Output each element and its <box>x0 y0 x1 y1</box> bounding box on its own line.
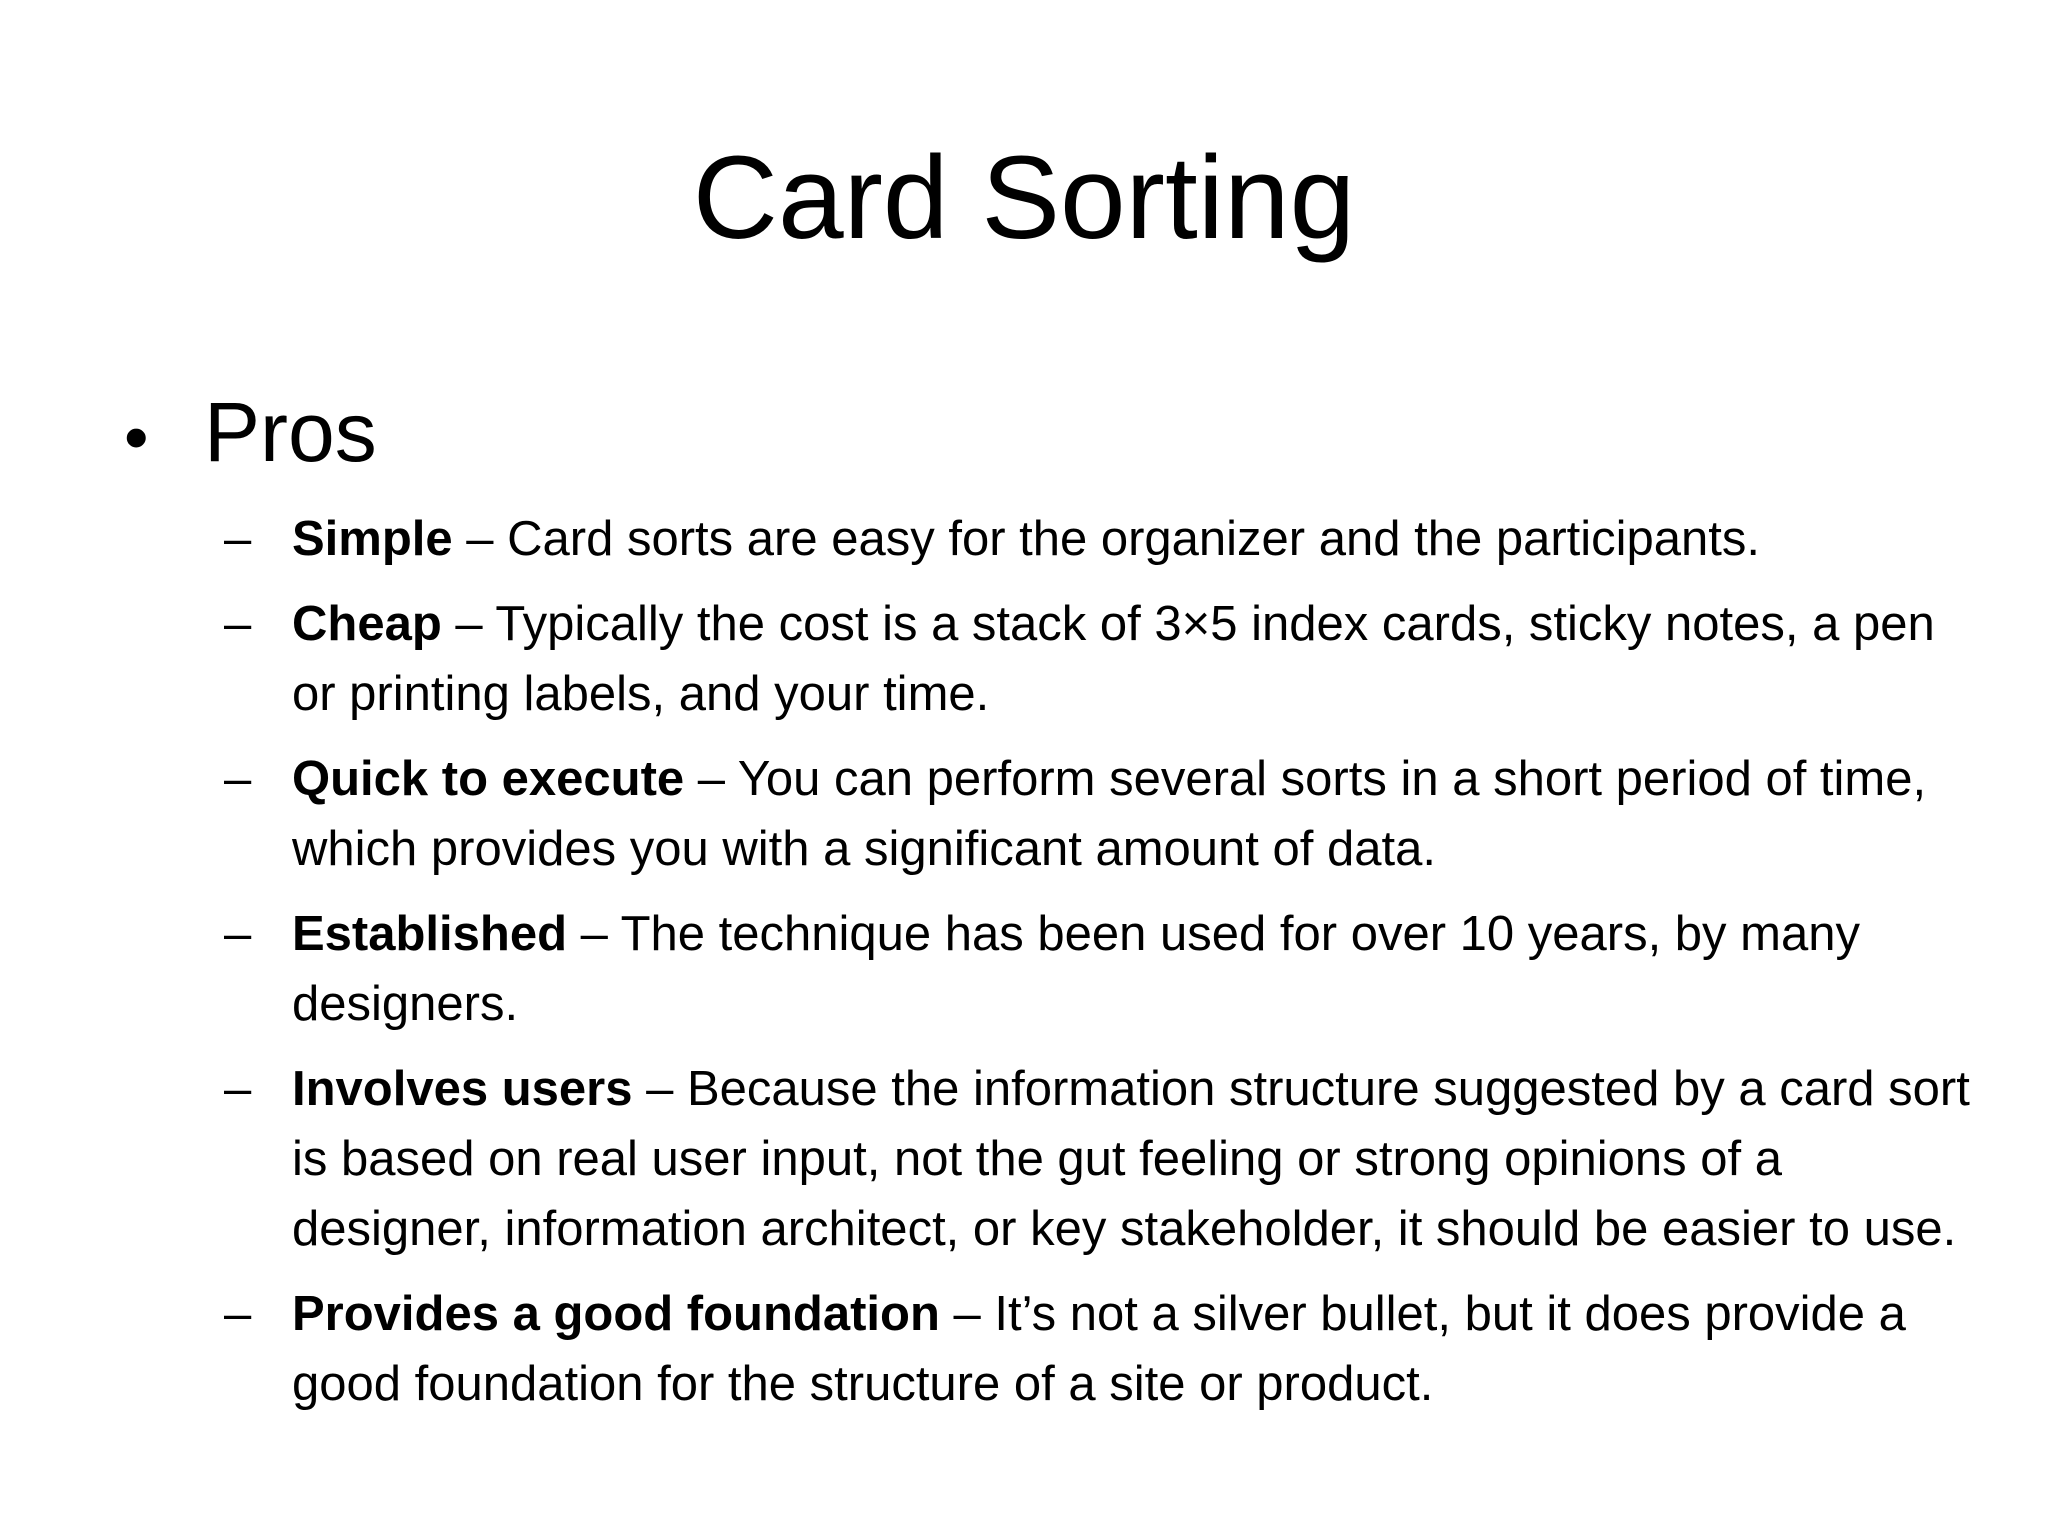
item-text <box>292 899 1984 1039</box>
dash-icon: – <box>224 1062 252 1116</box>
item-term: Simple <box>292 512 453 566</box>
item-term: Provides a good foundation <box>292 1287 940 1341</box>
item-description: Card sorts are easy for the organizer and the participants. <box>507 512 1761 566</box>
item-description: Because the information structure suggested by a card sort is based on real user input, not the gut feeling or strong opinions of a designer, information architect, or key stakeholder, it should be easier to use. <box>292 1062 1970 1256</box>
item-term: Established <box>292 907 568 961</box>
dash-icon: – <box>224 907 252 961</box>
item-separator: – <box>939 1287 995 1341</box>
item-description: It’s not a silver bullet, but it does provide a good foundation for the structure of a site or product. <box>292 1287 1906 1411</box>
slide-title: Card Sorting <box>692 132 1356 264</box>
item-term: Quick to execute <box>292 752 685 806</box>
list-item <box>224 589 1984 729</box>
item-separator: – <box>684 752 738 806</box>
dash-icon: – <box>224 752 252 806</box>
bullet-icon: • <box>124 398 149 476</box>
item-text <box>292 1279 1984 1419</box>
item-text <box>292 589 1984 729</box>
pros-list <box>224 504 1984 1434</box>
item-term: Involves users <box>292 1062 633 1116</box>
list-item <box>224 744 1984 884</box>
item-text <box>292 744 1984 884</box>
item-separator: – <box>632 1062 687 1116</box>
item-text <box>292 1054 1984 1264</box>
dash-icon: – <box>224 597 252 651</box>
item-description: The technique has been used for over 10 years, by many designers. <box>292 907 1860 1031</box>
section-label: Pros <box>204 385 377 479</box>
section-pros <box>124 382 377 487</box>
list-item <box>224 899 1984 1039</box>
dash-icon: – <box>224 1287 252 1341</box>
list-item <box>224 504 1984 574</box>
item-separator: – <box>567 907 621 961</box>
list-item <box>224 1054 1984 1264</box>
list-item <box>224 1279 1984 1419</box>
item-separator: – <box>452 512 508 566</box>
dash-icon: – <box>224 512 252 566</box>
item-term: Cheap <box>292 597 442 651</box>
item-text <box>292 504 1984 574</box>
item-description: You can perform several sorts in a short period of time, which provides you with a significant amount of data. <box>292 752 1927 876</box>
item-description: Typically the cost is a stack of 3×5 index cards, sticky notes, a pen or printing labels, and your time. <box>292 597 1935 721</box>
item-separator: – <box>441 597 496 651</box>
